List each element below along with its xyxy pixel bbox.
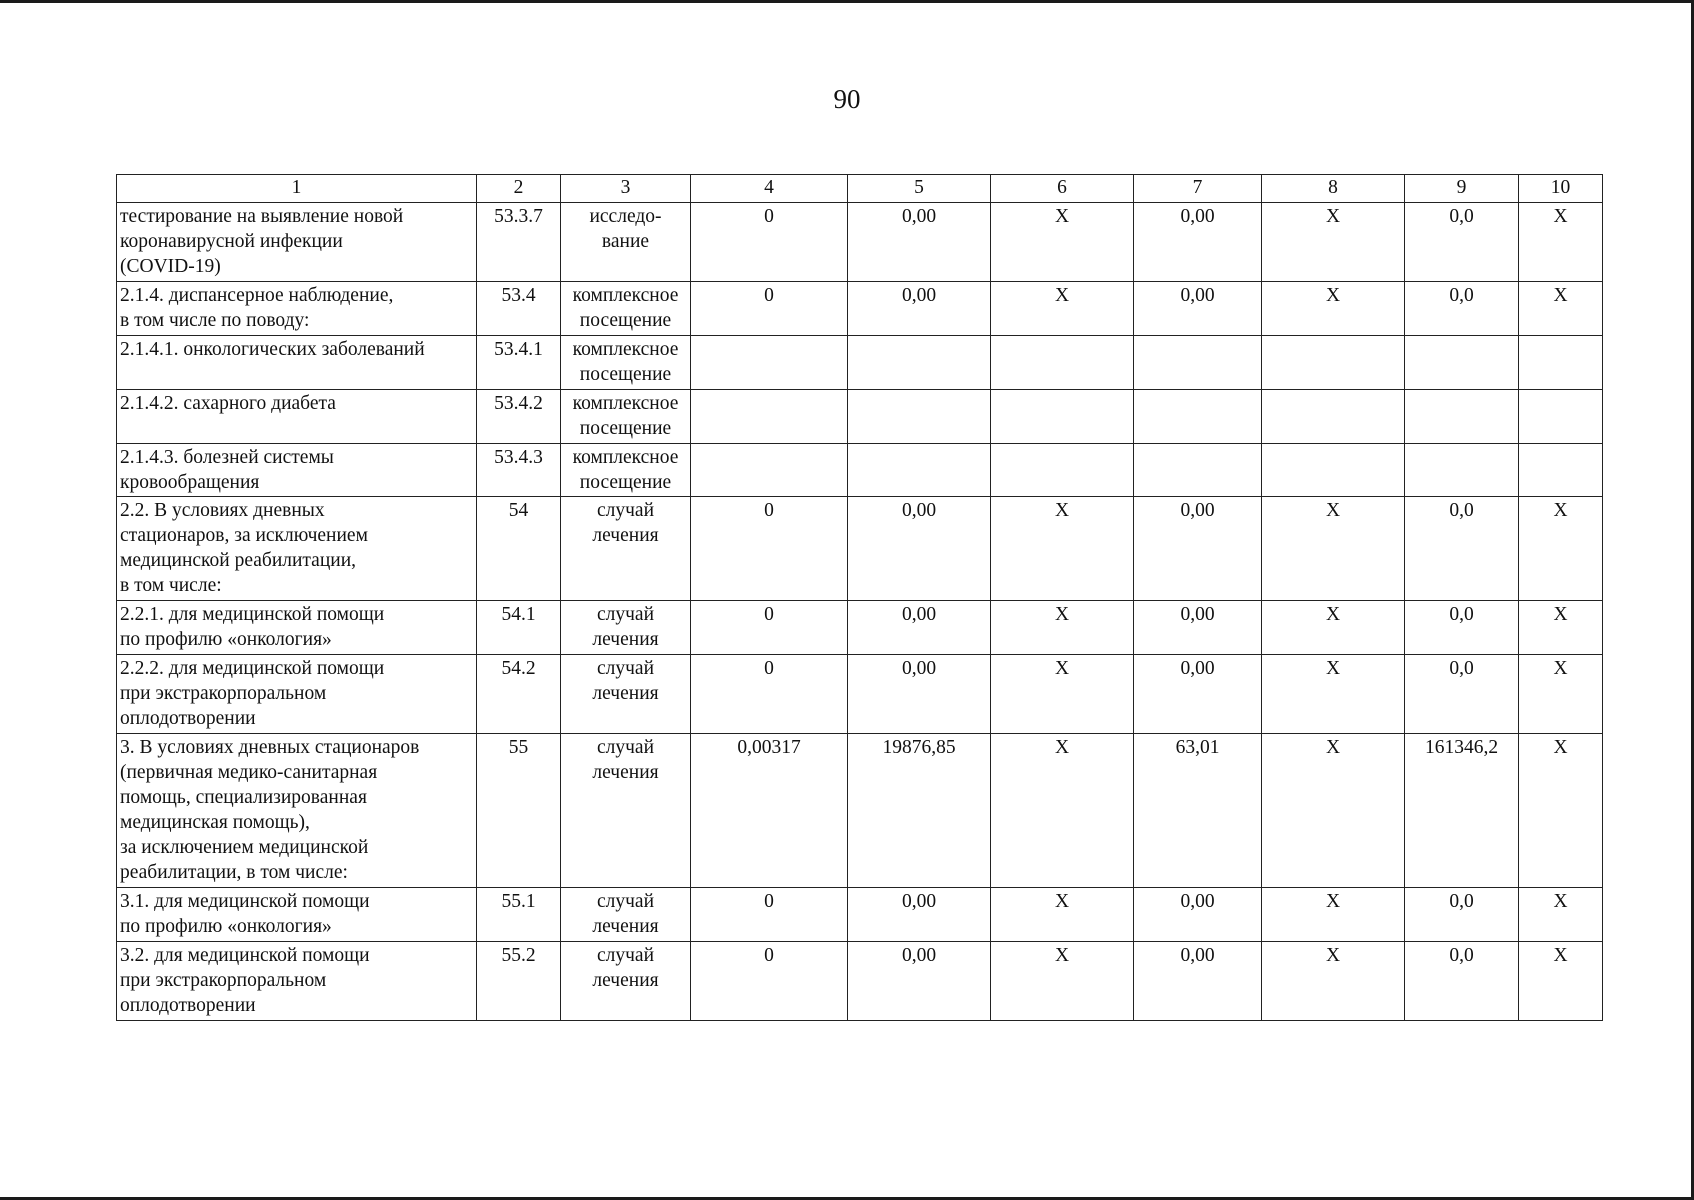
row-value-col-5: 0,00 <box>848 655 991 734</box>
row-value-col-10: X <box>1519 734 1603 888</box>
row-code-cell: 55.2 <box>477 941 561 1020</box>
row-value-col-7: 0,00 <box>1134 281 1262 335</box>
row-value-col-5: 0,00 <box>848 601 991 655</box>
row-value-col-8 <box>1262 389 1405 443</box>
row-value-col-8: X <box>1262 601 1405 655</box>
row-value-col-7: 0,00 <box>1134 497 1262 601</box>
row-value-col-9: 0,0 <box>1405 941 1519 1020</box>
row-unit-line: посещение <box>579 471 672 493</box>
table-row <box>117 601 1603 655</box>
row-unit-line: лечения <box>592 525 659 547</box>
row-unit-line: комплексное <box>572 446 679 468</box>
row-name-line: 2.2.2. для медицинской помощи <box>120 658 385 680</box>
row-code-cell: 53.3.7 <box>477 203 561 282</box>
row-name-line: 3. В условиях дневных стационаров <box>120 737 420 759</box>
row-name-cell <box>117 203 477 282</box>
row-value-col-10: X <box>1519 941 1603 1020</box>
row-unit-cell <box>561 601 691 655</box>
row-name-line: оплодотворении <box>120 994 256 1016</box>
row-name-line: коронавирусной инфекции <box>120 230 343 252</box>
row-unit-cell <box>561 443 691 497</box>
row-value-col-7: 0,00 <box>1134 941 1262 1020</box>
row-unit-cell <box>561 389 691 443</box>
row-value-col-10: X <box>1519 887 1603 941</box>
row-value-col-9 <box>1405 443 1519 497</box>
row-value-col-7 <box>1134 389 1262 443</box>
row-unit-line: лечения <box>592 762 659 784</box>
row-name-cell <box>117 655 477 734</box>
row-unit-cell <box>561 281 691 335</box>
row-unit-line: лечения <box>592 915 659 937</box>
row-value-col-4: 0 <box>691 281 848 335</box>
column-header-3: 3 <box>561 175 691 203</box>
row-value-col-7: 0,00 <box>1134 601 1262 655</box>
row-unit-line: посещение <box>579 417 672 439</box>
row-unit-line: комплексное <box>572 284 679 306</box>
row-value-col-6: X <box>991 655 1134 734</box>
row-value-col-5 <box>848 389 991 443</box>
row-unit-line: вание <box>601 230 650 252</box>
row-value-col-6 <box>991 443 1134 497</box>
row-value-col-6: X <box>991 734 1134 888</box>
row-value-col-10: X <box>1519 203 1603 282</box>
table-row <box>117 203 1603 282</box>
row-name-line: реабилитации, в том числе: <box>120 861 348 883</box>
row-code-cell: 54 <box>477 497 561 601</box>
row-name-line: 3.2. для медицинской помощи <box>120 944 370 966</box>
row-value-col-10: X <box>1519 655 1603 734</box>
row-value-col-9: 161346,2 <box>1405 734 1519 888</box>
row-name-line: 2.2.1. для медицинской помощи <box>120 604 385 626</box>
row-name-line: 2.2. В условиях дневных <box>120 500 325 522</box>
row-value-col-8 <box>1262 443 1405 497</box>
row-value-col-7 <box>1134 443 1262 497</box>
row-code-cell: 54.1 <box>477 601 561 655</box>
row-value-col-6 <box>991 335 1134 389</box>
row-unit-line: посещение <box>579 363 672 385</box>
row-unit-line: случай <box>596 944 655 966</box>
row-value-col-9: 0,0 <box>1405 203 1519 282</box>
row-name-line: за исключением медицинской <box>120 836 369 858</box>
row-value-col-7: 0,00 <box>1134 655 1262 734</box>
row-unit-line: исследо- <box>589 206 662 227</box>
row-name-cell <box>117 734 477 888</box>
row-unit-line: посещение <box>579 309 672 331</box>
row-unit-cell <box>561 887 691 941</box>
row-value-col-7 <box>1134 335 1262 389</box>
row-code-cell: 53.4 <box>477 281 561 335</box>
row-value-col-9: 0,0 <box>1405 497 1519 601</box>
row-value-col-6: X <box>991 203 1134 282</box>
row-unit-cell <box>561 497 691 601</box>
table-row <box>117 389 1603 443</box>
row-unit-cell <box>561 335 691 389</box>
row-name-cell <box>117 941 477 1020</box>
column-header-10: 10 <box>1519 175 1603 203</box>
row-name-line: помощь, специализированная <box>120 786 367 808</box>
row-name-line: тестирование на выявление новой <box>120 206 404 227</box>
row-value-col-8: X <box>1262 281 1405 335</box>
row-unit-cell <box>561 655 691 734</box>
row-unit-cell <box>561 734 691 888</box>
row-name-cell <box>117 389 477 443</box>
row-code-cell: 55 <box>477 734 561 888</box>
row-name-cell <box>117 281 477 335</box>
row-name-line: при экстракорпоральном <box>120 969 327 991</box>
row-value-col-8 <box>1262 335 1405 389</box>
row-value-col-9 <box>1405 335 1519 389</box>
row-value-col-10: X <box>1519 281 1603 335</box>
row-name-line: (первичная медико-санитарная <box>120 762 378 784</box>
row-name-line: (COVID-19) <box>120 255 221 277</box>
row-name-line: в том числе: <box>120 575 222 597</box>
column-header-5: 5 <box>848 175 991 203</box>
row-name-line: по профилю «онкология» <box>120 915 332 937</box>
row-name-line: 2.1.4.3. болезней системы <box>120 446 334 468</box>
row-value-col-4: 0,00317 <box>691 734 848 888</box>
row-code-cell: 55.1 <box>477 887 561 941</box>
row-name-cell <box>117 887 477 941</box>
row-code-cell: 53.4.3 <box>477 443 561 497</box>
row-value-col-9: 0,0 <box>1405 655 1519 734</box>
row-value-col-5: 0,00 <box>848 281 991 335</box>
row-value-col-10 <box>1519 443 1603 497</box>
row-unit-line: случай <box>596 500 655 522</box>
row-value-col-6: X <box>991 887 1134 941</box>
column-header-7: 7 <box>1134 175 1262 203</box>
row-value-col-4 <box>691 389 848 443</box>
row-code-cell: 53.4.1 <box>477 335 561 389</box>
row-value-col-10: X <box>1519 497 1603 601</box>
row-value-col-8: X <box>1262 887 1405 941</box>
column-header-8: 8 <box>1262 175 1405 203</box>
row-name-line: медицинской реабилитации, <box>120 550 357 572</box>
row-value-col-4 <box>691 443 848 497</box>
row-value-col-7: 63,01 <box>1134 734 1262 888</box>
table-row <box>117 734 1603 888</box>
row-value-col-8: X <box>1262 203 1405 282</box>
row-value-col-4 <box>691 335 848 389</box>
table-row <box>117 941 1603 1020</box>
row-value-col-5: 0,00 <box>848 941 991 1020</box>
row-value-col-9 <box>1405 389 1519 443</box>
row-value-col-5: 0,00 <box>848 203 991 282</box>
row-name-line: в том числе по поводу: <box>120 309 310 331</box>
row-value-col-4: 0 <box>691 497 848 601</box>
scan-edge-top <box>0 0 1694 3</box>
row-value-col-4: 0 <box>691 655 848 734</box>
row-name-line: стационаров, за исключением <box>120 525 368 547</box>
row-name-cell <box>117 601 477 655</box>
row-value-col-9: 0,0 <box>1405 281 1519 335</box>
table-row <box>117 335 1603 389</box>
row-value-col-6: X <box>991 281 1134 335</box>
row-value-col-10 <box>1519 389 1603 443</box>
row-name-line: 3.1. для медицинской помощи <box>120 890 370 912</box>
row-value-col-6: X <box>991 941 1134 1020</box>
row-value-col-8: X <box>1262 941 1405 1020</box>
table-row <box>117 887 1603 941</box>
table-row <box>117 281 1603 335</box>
row-name-cell <box>117 335 477 389</box>
row-unit-line: случай <box>596 890 655 912</box>
row-name-line: медицинская помощь), <box>120 811 310 833</box>
row-value-col-10: X <box>1519 601 1603 655</box>
table-row <box>117 655 1603 734</box>
column-header-6: 6 <box>991 175 1134 203</box>
row-unit-line: случай <box>596 658 655 680</box>
row-value-col-8: X <box>1262 734 1405 888</box>
row-value-col-5: 0,00 <box>848 497 991 601</box>
column-header-9: 9 <box>1405 175 1519 203</box>
row-value-col-6: X <box>991 497 1134 601</box>
page-number: 90 <box>833 84 861 114</box>
row-value-col-10 <box>1519 335 1603 389</box>
row-value-col-4: 0 <box>691 601 848 655</box>
row-value-col-4: 0 <box>691 203 848 282</box>
row-value-col-8: X <box>1262 655 1405 734</box>
row-unit-line: случай <box>596 737 655 759</box>
row-value-col-7: 0,00 <box>1134 887 1262 941</box>
row-value-col-9: 0,0 <box>1405 601 1519 655</box>
row-unit-line: лечения <box>592 969 659 991</box>
table-row <box>117 443 1603 497</box>
row-name-line: 2.1.4.2. сахарного диабета <box>120 392 336 414</box>
row-unit-cell <box>561 941 691 1020</box>
row-value-col-7: 0,00 <box>1134 203 1262 282</box>
row-name-line: 2.1.4. диспансерное наблюдение, <box>120 284 394 306</box>
data-table <box>116 174 1603 1021</box>
row-value-col-5 <box>848 335 991 389</box>
row-name-line: оплодотворении <box>120 708 256 730</box>
row-value-col-4: 0 <box>691 887 848 941</box>
row-value-col-6 <box>991 389 1134 443</box>
row-name-line: при экстракорпоральном <box>120 683 327 705</box>
row-value-col-4: 0 <box>691 941 848 1020</box>
row-name-line: кровообращения <box>120 471 260 493</box>
column-header-1: 1 <box>117 175 477 203</box>
row-value-col-5: 0,00 <box>848 887 991 941</box>
row-unit-line: комплексное <box>572 338 679 360</box>
row-unit-line: лечения <box>592 683 659 705</box>
row-unit-cell <box>561 203 691 282</box>
header-row <box>117 175 1603 203</box>
table-row <box>117 497 1603 601</box>
row-value-col-9: 0,0 <box>1405 887 1519 941</box>
row-name-cell <box>117 497 477 601</box>
row-value-col-6: X <box>991 601 1134 655</box>
row-code-cell: 54.2 <box>477 655 561 734</box>
row-unit-line: комплексное <box>572 392 679 414</box>
column-header-2: 2 <box>477 175 561 203</box>
row-unit-line: лечения <box>592 629 659 651</box>
row-name-line: 2.1.4.1. онкологических заболеваний <box>120 338 425 360</box>
row-value-col-5 <box>848 443 991 497</box>
row-name-cell <box>117 443 477 497</box>
row-code-cell: 53.4.2 <box>477 389 561 443</box>
table-body <box>117 203 1603 1021</box>
row-value-col-8: X <box>1262 497 1405 601</box>
row-unit-line: случай <box>596 604 655 626</box>
row-name-line: по профилю «онкология» <box>120 629 332 651</box>
column-header-4: 4 <box>691 175 848 203</box>
row-value-col-5: 19876,85 <box>848 734 991 888</box>
